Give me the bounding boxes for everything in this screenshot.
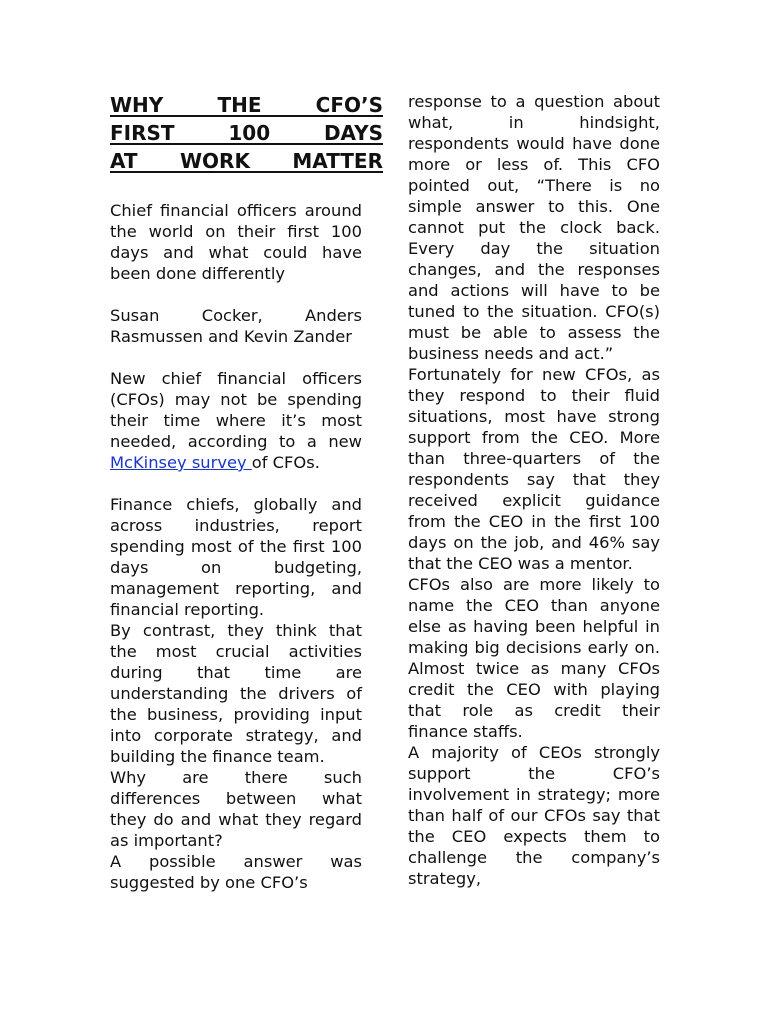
body-paragraph-5: Fortunately for new CFOs, as they respond to their fluid situations, most have strong support from the CEO. More than three-quarters of the respondents say that they received explicit guidance from the CEO in the first 100 days on the job, and 46% say that the CEO was a mentor. — [408, 365, 660, 573]
body-paragraph-1: Finance chiefs, globally and across industries, report spending most of the first 100 days on budgeting, management reporting, and financial reporting. — [110, 495, 362, 619]
body-paragraph-4-end: response to a question about what, in hindsight, respondents would have done more or less of. This CFO pointed out, “There is no simple answer to this. One cannot put the clock back. Every day the situation changes, and the responses and actions will have to be tuned to the situation. CFO(s) must be able to assess the business needs and act.” — [408, 92, 660, 363]
title-line-3: AT WORK MATTER — [110, 149, 383, 173]
title-line-1: WHY THE CFO’S — [110, 93, 383, 117]
body-paragraph-4-start: A possible answer was suggested by one CFO’s — [110, 852, 362, 892]
article-subtitle: Chief financial officers around the world on their first 100 days and what could have been done differently — [110, 201, 362, 283]
left-column — [110, 91, 383, 893]
body-paragraph-6: CFOs also are more likely to name the CEO than anyone else as having been helpful in making big decisions early on. Almost twice as many CFOs credit the CEO with playing that role as credit their finance staffs. — [408, 575, 660, 741]
body-paragraph-2: By contrast, they think that the most crucial activities during that time are understanding the drivers of the business, providing input into corporate strategy, and building the finance team. — [110, 621, 362, 766]
title-line-2: FIRST 100 DAYS — [110, 121, 383, 145]
mckinsey-survey-link[interactable]: McKinsey survey — [110, 453, 252, 472]
article-title — [110, 91, 383, 175]
body-paragraph-3: Why are there such differences between what they do and what they regard as important? — [110, 768, 362, 850]
intro-paragraph — [110, 368, 362, 473]
article-authors: Susan Cocker, Anders Rasmussen and Kevin Zander — [110, 306, 362, 346]
right-column — [408, 91, 660, 889]
body-paragraph-7: A majority of CEOs strongly support the CFO’s involvement in strategy; more than half of our CFOs say that the CEO expects them to challenge the company’s strategy, — [408, 743, 660, 888]
intro-text-end: of CFOs. — [251, 453, 320, 472]
intro-text: New chief financial officers (CFOs) may not be spending their time where it’s most needed, according to a new — [110, 369, 362, 451]
